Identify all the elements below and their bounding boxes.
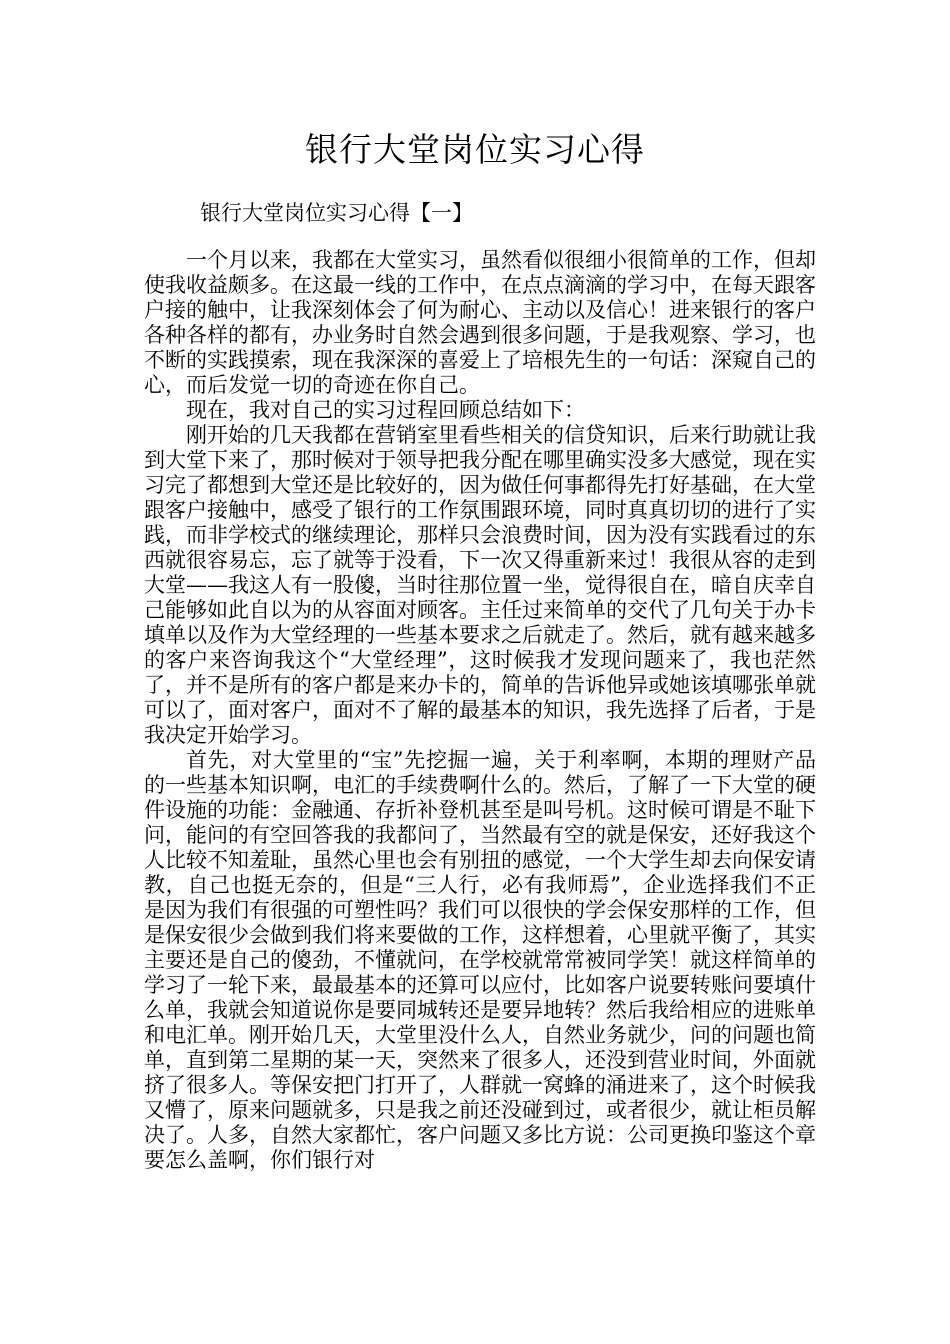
paragraph: 首先，对大堂里的“宝”先挖掘一遍，关于利率啊，本期的理财产品的一些基本知识啊，电汇的手续费啊什么的。然后，了解了一下大堂的硬件设施的功能：金融通、存折补登机甚至是叫号机。这时候可谓是不耻下问，能问的有空回答我的我都问了，当然最有空的就是保安，还好我这个人比较不知羞耻，虽然心里也会有别扭的感觉，一个大学生却去向保安请教，自己也挺无奈的，但是“三人行，必有我师焉”，企业选择我们不正是因为我们有很强的可塑性吗？我们可以很快的学会保安那样的工作，但是保安很少会做到我们将来要做的工作，这样想着，心里就平衡了，其实主要还是自己的傻劲，不懂就问，在学校就常常被同学笑！就这样简单的学习了一轮下来，最最基本的还算可以应付，比如客户说要转账问要填什么单，我就会知道说你是要同城转还是要异地转？然后我给相应的进账单和电汇单。刚开始几天，大堂里没什么人，自然业务就少，问的问题也简单，直到第二星期的某一天，突然来了很多人，还没到营业时间，外面就挤了很多人。等保安把门打开了，人群就一窝蜂的涌进来了，这个时候我又懵了，原来问题就多，只是我之前还没碰到过，或者很少，就让柜员解决了。人多，自然大家都忙，客户问题又多比方说：公司更换印鉴这个章要怎么盖啊，你们银行对 [144, 748, 816, 1172]
paragraph: 一个月以来，我都在大堂实习，虽然看似很细小很简单的工作，但却使我收益颇多。在这最一线的工作中，在点点滴滴的学习中，在每天跟客户接的触中，让我深刻体会了何为耐心、主动以及信心！进来银行的客户各种各样的都有，办业务时自然会遇到很多问题，于是我观察、学习，也不断的实践摸索，现在我深深的喜爱上了培根先生的一句话：深窥自己的心，而后发觉一切的奇迹在你自己。 [144, 248, 816, 397]
paragraph: 刚开始的几天我都在营销室里看些相关的信贷知识，后来行助就让我到大堂下来了，那时候对于领导把我分配在哪里确实没多大感觉，现在实习完了都想到大堂还是比较好的，因为做任何事都得先打好基础，在大堂跟客户接触中，感受了银行的工作氛围跟环境，同时真真切切的进行了实践，而非学校式的继续理论，那样只会浪费时间，因为没有实践看过的东西就很容易忘，忘了就等于没看，下一次又得重新来过！我很从容的走到大堂——我这人有一股傻，当时往那位置一坐，觉得很自在，暗自庆幸自己能够如此自以为的从容面对顾客。主任过来简单的交代了几句关于办卡填单以及作为大堂经理的一些基本要求之后就走了。然后，就有越来越多的客户来咨询我这个“大堂经理”，这时候我才发现问题来了，我也茫然了，并不是所有的客户都是来办卡的，简单的告诉他异或她该填哪张单就可以了，面对客户，面对不了解的最基本的知识，我先选择了后者，于是我决定开始学习。 [144, 423, 816, 747]
section-heading: 银行大堂岗位实习心得【一】 [200, 201, 473, 225]
document-body [144, 248, 816, 1173]
document-title: 银行大堂岗位实习心得 [305, 130, 645, 169]
paragraph: 现在，我对自己的实习过程回顾总结如下： [186, 398, 585, 422]
